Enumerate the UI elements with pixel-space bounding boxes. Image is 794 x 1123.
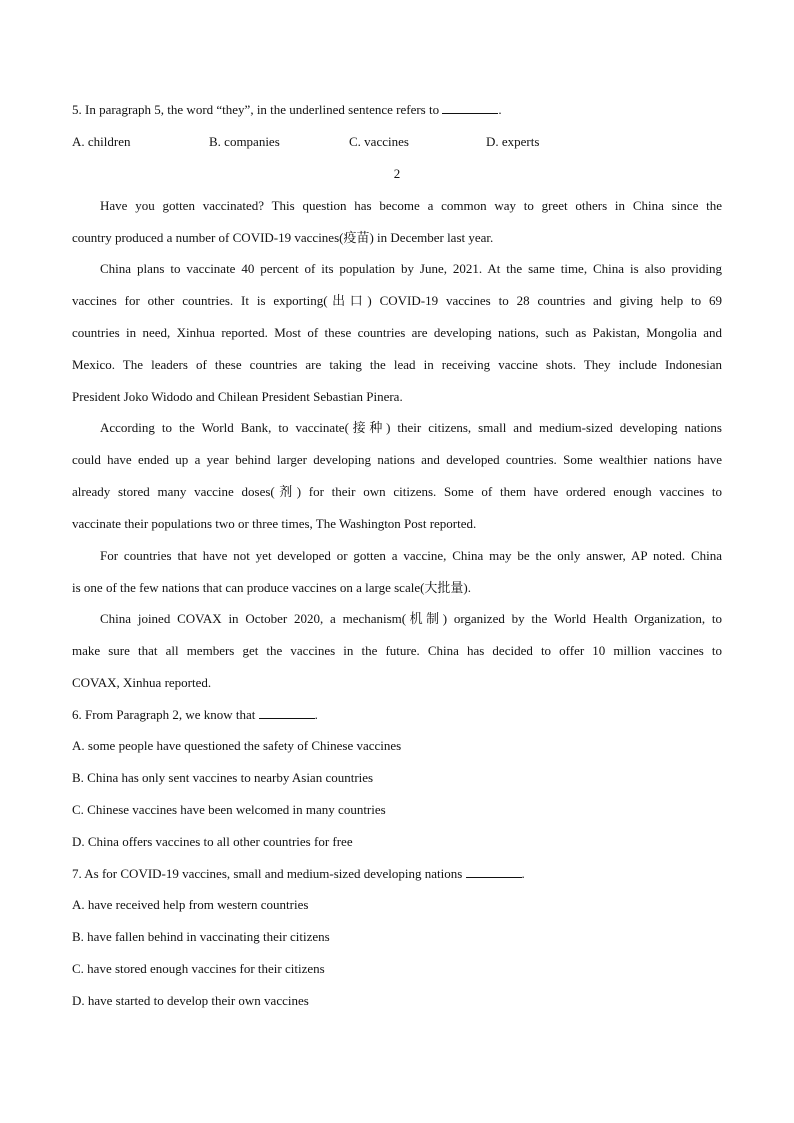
question-5-end: .: [498, 102, 502, 117]
paragraph-5-line-2: make sure that all members get the vaccines in the future. China has decided to offer 10 million vaccines to: [72, 643, 722, 658]
question-7-text: 7. As for COVID-19 vaccines, small and medium-sized developing nations: [72, 866, 466, 881]
question-5-stem: [72, 102, 502, 118]
paragraph-3-line-4: vaccinate their populations two or three times, The Washington Post reported.: [72, 516, 477, 531]
question-6-stem: [72, 707, 318, 723]
q6-option-a: A. some people have questioned the safety of Chinese vaccines: [72, 738, 402, 753]
q6-option-d: D. China offers vaccines to all other countries for free: [72, 834, 353, 849]
answer-blank: [259, 707, 315, 719]
q5-option-d: D. experts: [486, 134, 540, 149]
paragraph-1-line-2: country produced a number of COVID-19 vaccines(疫苗) in December last year.: [72, 230, 494, 245]
paragraph-5-line-3: COVAX, Xinhua reported.: [72, 675, 212, 690]
q7-option-c: C. have stored enough vaccines for their citizens: [72, 961, 325, 976]
paragraph-4-line-2: is one of the few nations that can produce vaccines on a large scale(大批量).: [72, 580, 472, 595]
paragraph-2-line-5: President Joko Widodo and Chilean President Sebastian Pinera.: [72, 389, 403, 404]
question-6-text: 6. From Paragraph 2, we know that: [72, 707, 259, 722]
paragraph-4-line-1: For countries that have not yet developed or gotten a vaccine, China may be the only answer, AP noted. China: [100, 548, 722, 563]
paragraph-2-line-2: vaccines for other countries. It is exporting(出口) COVID-19 vaccines to 28 countries and giving help to 69: [72, 293, 722, 308]
paragraph-5-line-1: China joined COVAX in October 2020, a mechanism(机制) organized by the World Health Organization, to: [100, 611, 722, 626]
paragraph-3-line-3: already stored many vaccine doses(剂) for their own citizens. Some of them have ordered enough vaccines to: [72, 484, 722, 499]
answer-blank: [466, 866, 522, 878]
question-7-end: .: [521, 866, 525, 881]
paragraph-3-line-2: could have ended up a year behind larger developing nations and developed countries. Some wealthier nations have: [72, 452, 722, 467]
paragraph-2-line-1: China plans to vaccinate 40 percent of its population by June, 2021. At the same time, China is also providing: [100, 261, 722, 276]
question-7-stem: [72, 866, 525, 882]
q7-option-a: A. have received help from western countries: [72, 897, 309, 912]
q5-option-c: C. vaccines: [349, 134, 409, 149]
q6-option-b: B. China has only sent vaccines to nearby Asian countries: [72, 770, 374, 785]
q5-option-a: A. children: [72, 134, 131, 149]
paragraph-2-line-3: countries in need, Xinhua reported. Most of these countries are developing nations, such as Pakistan, Mongolia and: [72, 325, 722, 340]
q5-option-b: B. companies: [209, 134, 280, 149]
paragraph-2-line-4: Mexico. The leaders of these countries are taking the lead in receiving vaccine shots. They include Indonesian: [72, 357, 722, 372]
question-6-end: .: [314, 707, 318, 722]
question-5-text: 5. In paragraph 5, the word “they”, in the underlined sentence refers to: [72, 102, 443, 117]
q6-option-c: C. Chinese vaccines have been welcomed in many countries: [72, 802, 386, 817]
document-page: [72, 0, 722, 1123]
q7-option-b: B. have fallen behind in vaccinating their citizens: [72, 929, 330, 944]
answer-blank: [442, 102, 498, 114]
paragraph-1-line-1: Have you gotten vaccinated? This question has become a common way to greet others in China since the: [100, 198, 722, 213]
passage-number: 2: [393, 166, 401, 181]
question-5-options: [72, 134, 722, 150]
paragraph-3-line-1: According to the World Bank, to vaccinate(接种) their citizens, small and medium-sized developing nations: [100, 420, 722, 435]
q7-option-d: D. have started to develop their own vaccines: [72, 993, 309, 1008]
